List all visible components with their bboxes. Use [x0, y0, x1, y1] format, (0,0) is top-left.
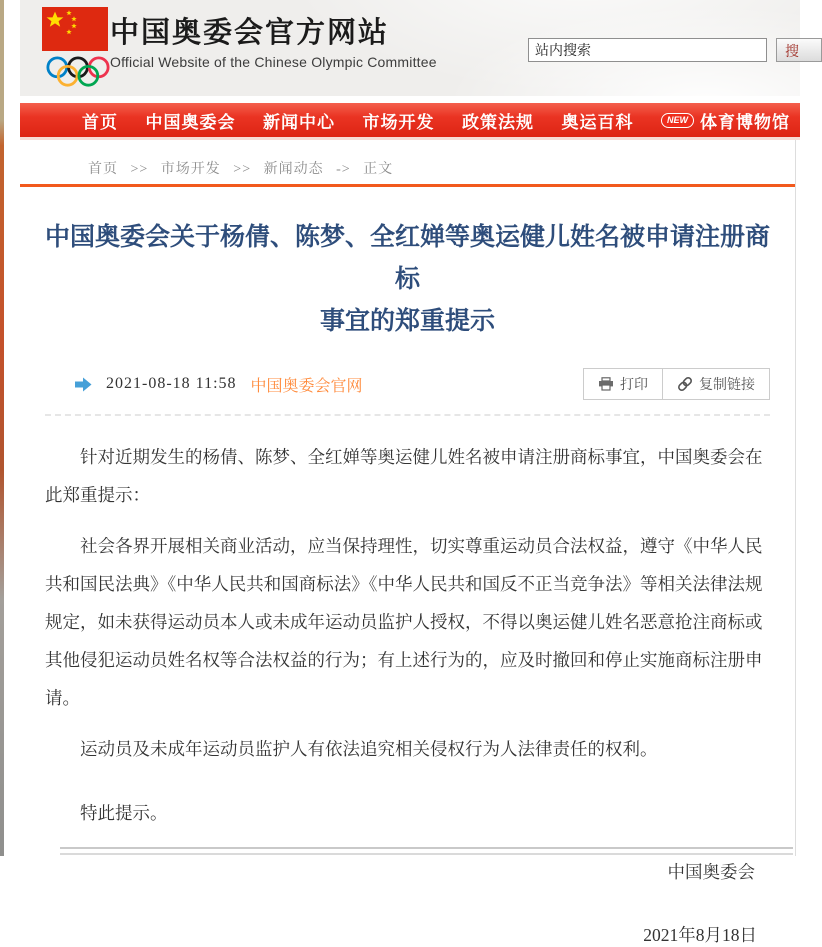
article-body: [45, 438, 770, 832]
breadcrumb: [88, 158, 401, 178]
site-titles: [110, 16, 590, 70]
nav-item-market-development[interactable]: 市场开发: [362, 112, 435, 132]
nav-item-sports-museum-label: 体育博物馆: [700, 112, 790, 132]
breadcrumb-separator: >>: [130, 162, 149, 177]
breadcrumb-current-article: 正文: [363, 162, 394, 177]
signature-date: 2021年8月18日: [643, 925, 757, 945]
breadcrumb-market-development[interactable]: 市场开发: [160, 162, 221, 177]
paragraph: 社会各界开展相关商业活动，应当保持理性，切实尊重运动员合法权益，遵守《中华人民共和国民法典》《中华人民共和国商标法》《中华人民共和国反不正当竞争法》等相关法律法规规定，如未获得运动员本人或未成年运动员监护人授权，不得以奥运健儿姓名恶意抢注商标或其他侵犯运动员姓名权等合法权益的行为；有上述行为的，应及时撤回和停止实施商标注册申请。: [45, 536, 763, 708]
article-title-line1: 中国奥委会关于杨倩、陈梦、全红婵等奥运健儿姓名被申请注册商标: [44, 223, 770, 293]
site-title: 中国奥委会官方网站: [110, 17, 390, 49]
printer-icon: [598, 377, 614, 391]
print-button-label: 打印: [620, 376, 648, 392]
article-actions: [583, 368, 770, 400]
site-search: [528, 38, 808, 62]
orange-divider: [20, 184, 795, 187]
paragraph: 针对近期发生的杨倩、陈梦、全红婵等奥运健儿姓名被申请注册商标事宜，中国奥委会在此郑重提示：: [45, 447, 763, 505]
article: [20, 188, 795, 947]
chain-link-icon: [677, 376, 693, 392]
article-meta-row: [45, 368, 770, 400]
site-subtitle: Official Website of the Chinese Olympic Committee: [110, 54, 437, 70]
search-button[interactable]: 搜: [776, 38, 822, 62]
china-flag-icon: [42, 7, 108, 51]
breadcrumb-news-updates[interactable]: 新闻动态: [263, 162, 324, 177]
nav-item-news-center[interactable]: 新闻中心: [263, 112, 335, 132]
source-link[interactable]: 中国奥委会官网: [250, 377, 363, 395]
breadcrumb-separator: >>: [233, 162, 252, 177]
main-nav: [20, 103, 800, 137]
left-edge-stripe: [0, 0, 4, 856]
nav-item-policies[interactable]: 政策法规: [462, 112, 534, 132]
breadcrumb-home[interactable]: 首页: [88, 162, 118, 177]
publish-datetime: 2021-08-18 11:58: [106, 375, 237, 392]
dashed-divider: [45, 414, 770, 416]
search-input[interactable]: [528, 38, 767, 62]
nav-item-home[interactable]: 首页: [82, 112, 118, 132]
nav-item-coc[interactable]: 中国奥委会: [145, 112, 236, 132]
new-badge: NEW: [661, 113, 694, 128]
article-title-line2: 事宜的郑重提示: [319, 307, 495, 335]
olympic-rings-icon: [46, 55, 110, 89]
paragraph: 特此提示。: [80, 803, 168, 823]
copy-link-button[interactable]: [662, 369, 769, 399]
site-header: [20, 0, 800, 96]
article-title: [40, 216, 775, 342]
print-button[interactable]: [584, 369, 662, 399]
nav-item-olympic-encyclopedia[interactable]: 奥运百科: [561, 112, 634, 132]
footer-divider: [60, 847, 793, 849]
signature: 中国奥委会: [667, 862, 755, 882]
paragraph: 运动员及未成年运动员监护人有依法追究相关侵权行为人法律责任的权利。: [80, 739, 658, 759]
copy-link-button-label: 复制链接: [699, 376, 755, 392]
article-meta: [45, 373, 363, 396]
footer-divider: [60, 853, 793, 855]
blue-right-arrow-icon: [75, 377, 92, 392]
breadcrumb-separator: ->: [336, 162, 351, 177]
nav-item-sports-museum[interactable]: [661, 108, 790, 133]
right-edge-border: [795, 140, 796, 856]
